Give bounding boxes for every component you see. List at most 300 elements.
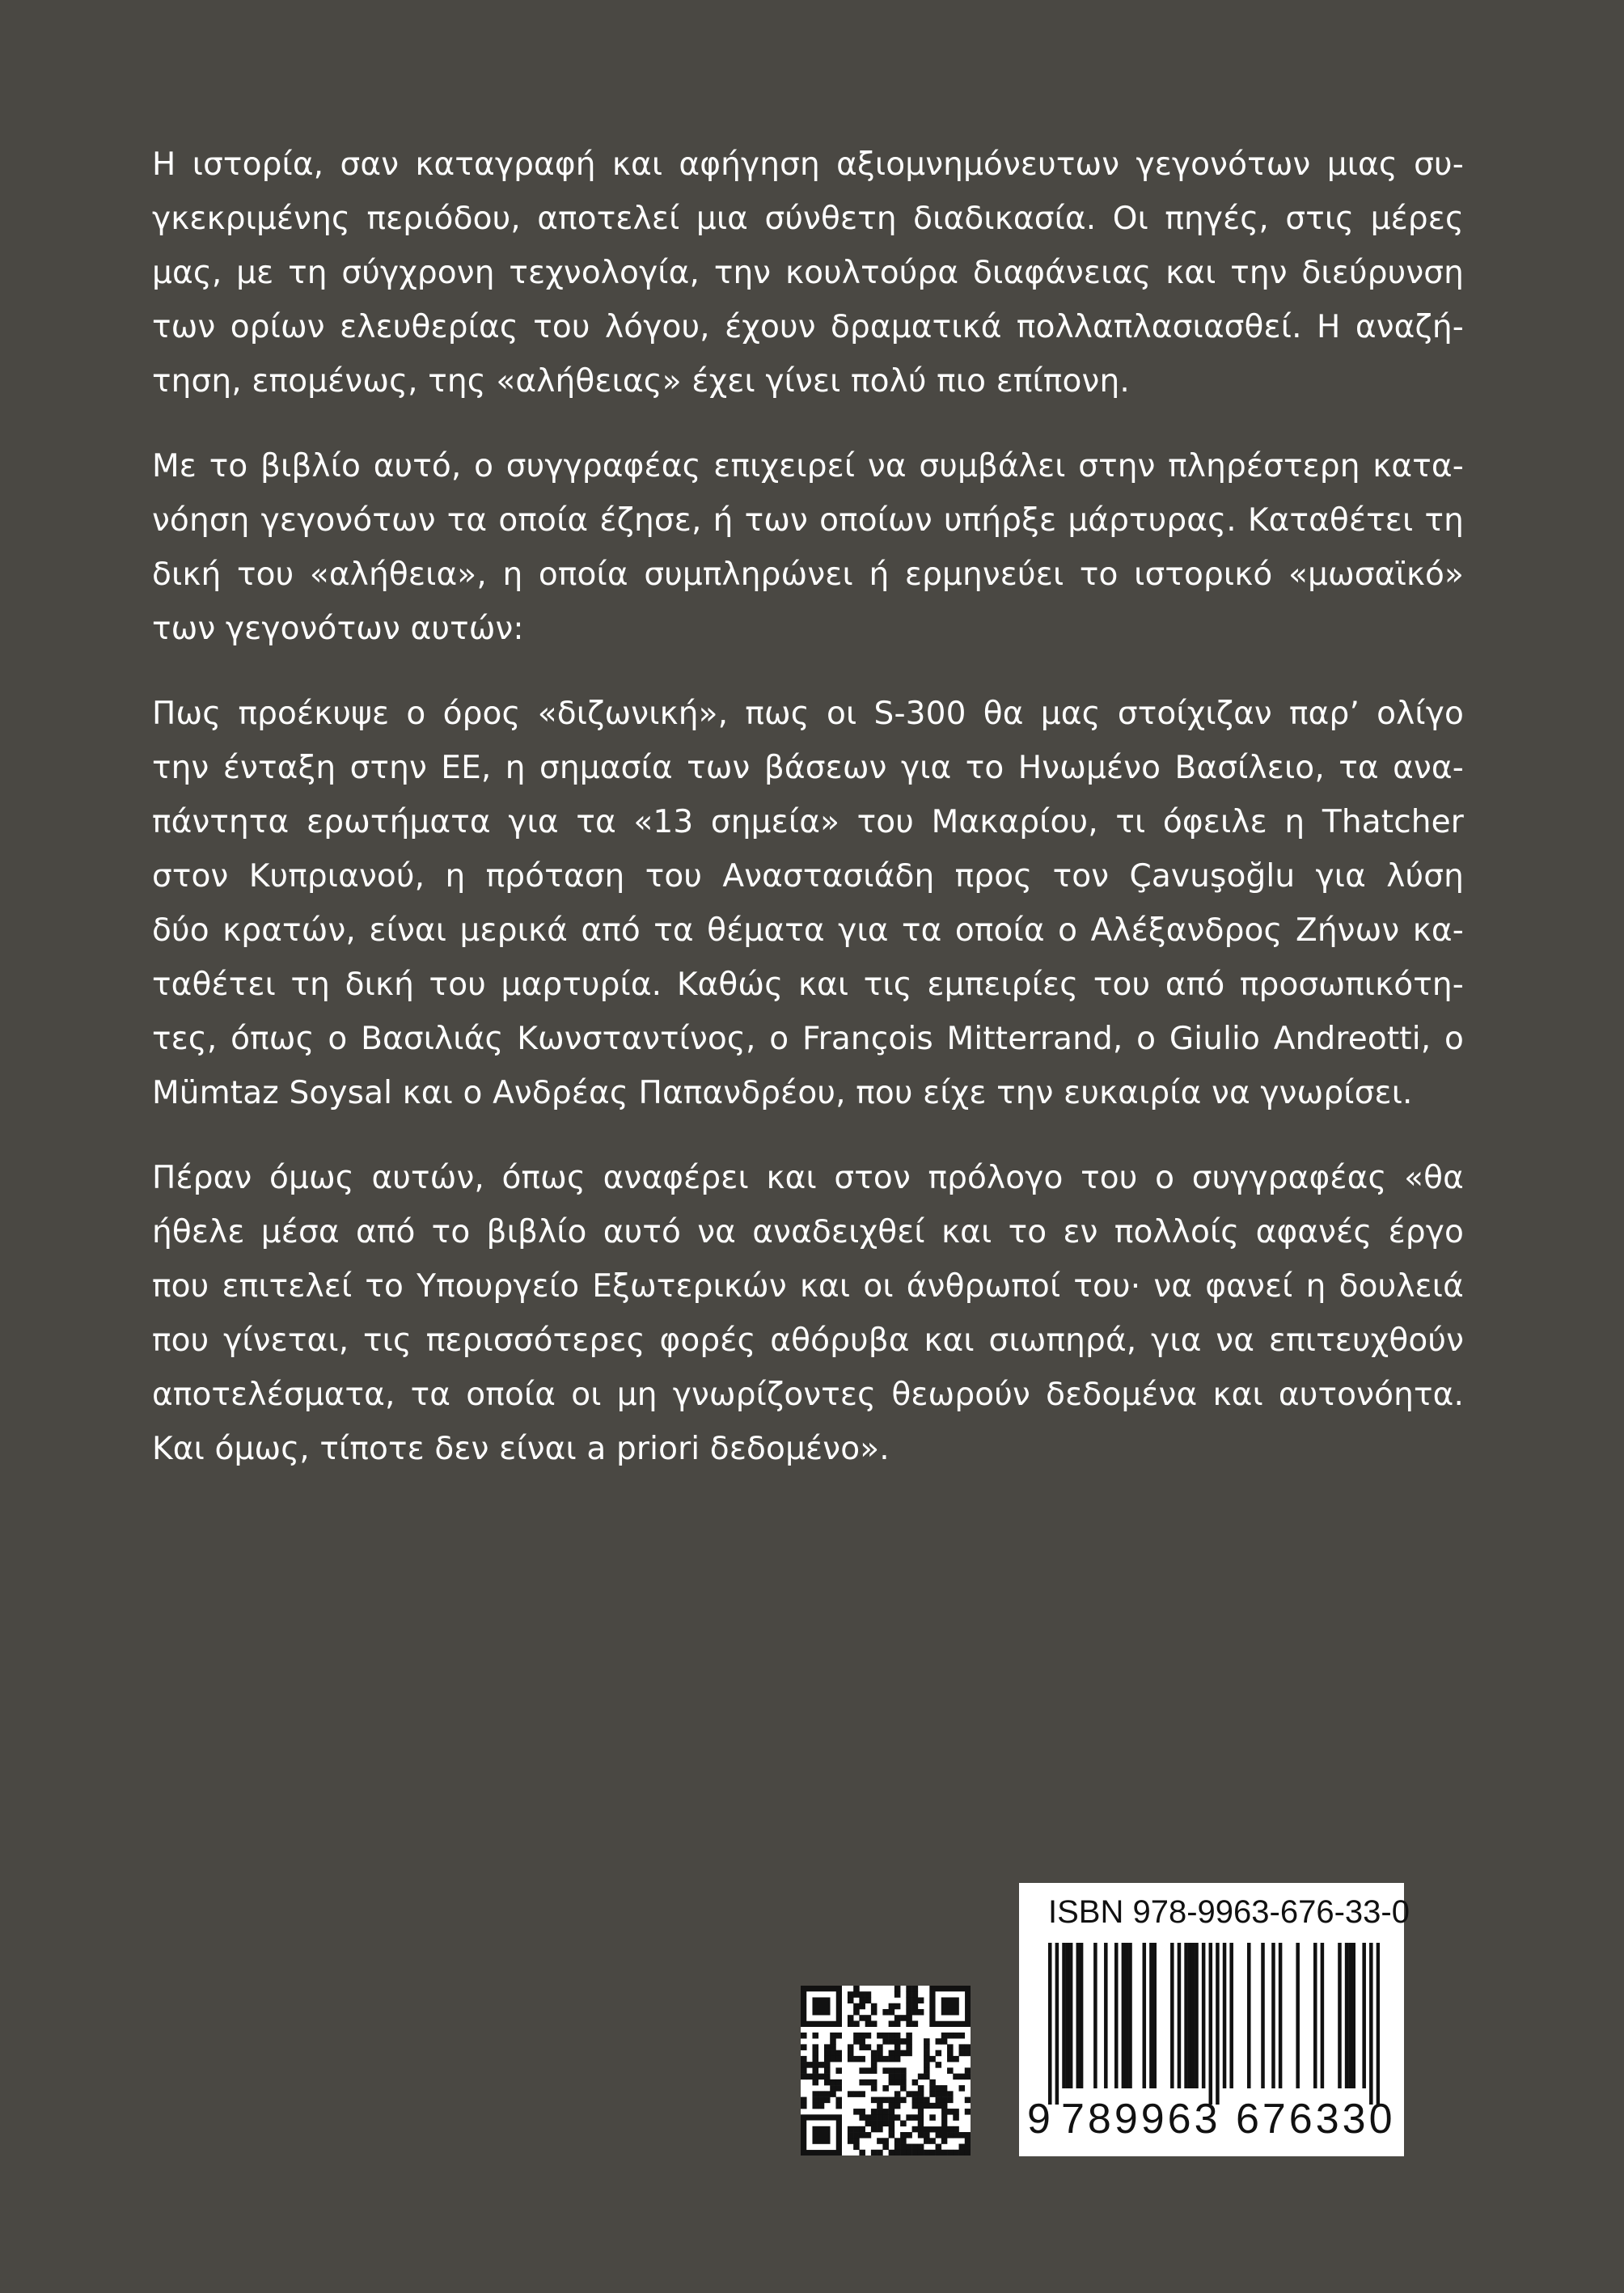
text-line: που επιτελεί το Υπουργείο Εξωτερικών και οι άνθρωποί του· να φανεί η δουλειά xyxy=(152,1268,1464,1305)
blurb-text xyxy=(152,137,1464,1507)
text-line: ταθέτει τη δική του μαρτυρία. Καθώς και τις εμπειρίες του από προσωπικότη- xyxy=(152,967,1464,1003)
qr-module xyxy=(965,2132,971,2139)
qr-module xyxy=(900,2138,907,2144)
qr-module xyxy=(894,2138,901,2144)
qr-module xyxy=(853,2033,860,2039)
paragraph xyxy=(152,687,1464,1120)
qr-module xyxy=(929,2138,936,2144)
qr-module xyxy=(865,2044,872,2050)
qr-module xyxy=(900,2144,907,2151)
qr-module xyxy=(912,2020,919,2027)
barcode-bar xyxy=(1348,1943,1352,2088)
qr-module xyxy=(801,2056,807,2062)
qr-module xyxy=(859,2109,865,2115)
qr-module xyxy=(894,2044,901,2050)
qr-module xyxy=(953,2150,959,2156)
qr-module xyxy=(853,2138,860,2144)
qr-module xyxy=(830,2044,836,2050)
barcode-bar xyxy=(1048,1943,1052,2105)
qr-module xyxy=(871,2079,878,2086)
qr-module xyxy=(882,2121,889,2127)
isbn-label: ISBN 978-9963-676-33-0 xyxy=(1048,1894,1410,1930)
qr-module xyxy=(894,2150,901,2156)
qr-module xyxy=(965,2097,971,2104)
barcode-bar xyxy=(1066,1943,1070,2088)
qr-module xyxy=(959,2074,966,2080)
qr-module xyxy=(959,2085,966,2092)
qr-module xyxy=(812,2056,818,2062)
qr-module xyxy=(906,2132,912,2139)
text-line: Πέραν όμως αυτών, όπως αναφέρει και στον πρόλογο του ο συγγραφέας «θα xyxy=(152,1160,1464,1196)
text-line: μας, με τη σύγχρονη τεχνολογία, την κουλτούρα διαφάνειας και την διεύρυνση xyxy=(152,255,1464,291)
qr-module xyxy=(853,2020,860,2027)
qr-module xyxy=(894,2038,901,2045)
qr-module xyxy=(906,2009,912,2016)
qr-module xyxy=(830,2056,836,2062)
qr-module xyxy=(894,2097,901,2104)
qr-module xyxy=(835,2067,842,2074)
qr-module xyxy=(889,2056,895,2062)
qr-module xyxy=(959,2033,966,2039)
ean-first-digit: 9 xyxy=(1027,2096,1051,2143)
qr-module xyxy=(965,2144,971,2151)
qr-module xyxy=(965,2138,971,2144)
qr-module xyxy=(894,2103,901,2109)
qr-module xyxy=(865,2132,872,2139)
qr-module xyxy=(889,2067,895,2074)
text-line: Και όμως, τίποτε δεν είναι a priori δεδομένο». xyxy=(152,1431,890,1467)
qr-module xyxy=(894,2015,901,2021)
qr-module xyxy=(889,2003,895,2010)
qr-module xyxy=(924,2038,930,2045)
qr-module xyxy=(877,2121,883,2127)
text-line: Πως προέκυψε ο όρος «διζωνική», πως οι S-300 θα μας στοίχιζαν παρ’ ολίγο xyxy=(152,696,1464,732)
barcode-bar xyxy=(1223,1943,1227,2088)
qr-module xyxy=(912,2103,919,2109)
qr-module xyxy=(865,1991,872,1998)
qr-module xyxy=(877,2109,883,2115)
qr-module xyxy=(894,1986,901,1992)
qr-module xyxy=(941,2038,948,2045)
qr-module xyxy=(924,2074,930,2080)
qr-module xyxy=(877,2138,883,2144)
qr-module xyxy=(947,2150,954,2156)
qr-module xyxy=(848,2126,854,2133)
qr-module xyxy=(806,2062,813,2068)
qr-module xyxy=(894,1991,901,1998)
qr-module xyxy=(835,2079,842,2086)
qr-module xyxy=(871,2085,878,2092)
barcode-bar xyxy=(1188,1943,1192,2088)
qr-code xyxy=(801,1986,971,2156)
qr-module xyxy=(877,2150,883,2156)
qr-module xyxy=(941,1997,959,2015)
qr-module xyxy=(882,2033,889,2039)
qr-module xyxy=(906,2038,912,2045)
qr-module xyxy=(853,2056,860,2062)
qr-module xyxy=(801,2062,807,2068)
qr-module xyxy=(824,2044,831,2050)
qr-module xyxy=(871,2097,878,2104)
text-line: δύο κρατών, είναι μερικά από τα θέματα για τα οποία ο Αλέξανδρος Ζήνων κα- xyxy=(152,912,1464,949)
text-line: αποτελέσματα, τα οποία οι μη γνωρίζοντες θεωρούν δεδομένα και αυτονόητα. xyxy=(152,1377,1464,1413)
qr-module xyxy=(965,2067,971,2074)
qr-module xyxy=(900,2074,907,2080)
barcode-bar xyxy=(1271,1943,1275,2088)
qr-module xyxy=(853,2126,860,2133)
barcode-bar xyxy=(1247,1943,1251,2088)
qr-module xyxy=(835,2085,842,2092)
qr-module xyxy=(918,2144,924,2151)
qr-module xyxy=(947,2132,954,2139)
qr-module xyxy=(859,2150,865,2156)
qr-module xyxy=(941,2091,948,2097)
qr-module xyxy=(889,2038,895,2045)
qr-module xyxy=(894,2020,901,2027)
barcode-bar xyxy=(1122,1943,1126,2088)
qr-module xyxy=(871,2121,878,2127)
qr-module xyxy=(882,2038,889,2045)
qr-module xyxy=(859,2003,865,2010)
qr-module xyxy=(865,2114,872,2121)
qr-module xyxy=(871,2009,878,2016)
text-line: τηση, επομένως, της «αλήθειας» έχει γίνει πολύ πιο επίπονη. xyxy=(152,363,1130,400)
qr-module xyxy=(830,2079,836,2086)
qr-module xyxy=(900,2079,907,2086)
qr-module xyxy=(953,2074,959,2080)
qr-module xyxy=(900,2132,907,2139)
qr-module xyxy=(936,2132,942,2139)
text-line: που γίνεται, τις περισσότερες φορές αθόρυβα και σιωπηρά, για να επιτευχθούν xyxy=(152,1322,1464,1359)
qr-module xyxy=(900,2097,907,2104)
qr-module xyxy=(889,2050,895,2057)
qr-module xyxy=(936,2062,942,2068)
qr-module xyxy=(812,2126,830,2144)
qr-module xyxy=(824,2050,831,2057)
qr-module xyxy=(830,2050,836,2057)
text-line: την ένταξη στην ΕΕ, η σημασία των βάσεων για το Ηνωμένο Βασίλειο, τα ανα- xyxy=(152,750,1464,786)
qr-module xyxy=(818,2103,825,2109)
barcode-bar xyxy=(1369,1943,1373,2105)
qr-module xyxy=(906,2044,912,2050)
text-line: Mümtaz Soysal και ο Ανδρέας Παπανδρέου, που είχε την ευκαιρία να γνωρίσει. xyxy=(152,1075,1413,1111)
qr-module xyxy=(818,2062,825,2068)
qr-module xyxy=(818,2097,825,2104)
qr-module xyxy=(848,2050,854,2057)
barcode-bar xyxy=(1351,1943,1355,2088)
qr-module xyxy=(801,2044,807,2050)
qr-module xyxy=(936,2038,942,2045)
qr-module xyxy=(965,2109,971,2115)
qr-module xyxy=(965,2050,971,2057)
barcode-bar xyxy=(1296,1943,1300,2088)
qr-module xyxy=(889,2097,895,2104)
paragraph xyxy=(152,137,1464,408)
qr-module xyxy=(848,2138,854,2144)
qr-module xyxy=(947,2033,954,2039)
qr-module xyxy=(894,2050,901,2057)
qr-module xyxy=(889,2132,895,2139)
text-line: Η ιστορία, σαν καταγραφή και αφήγηση αξιομνημόνευτων γεγονότων μιας συ- xyxy=(152,146,1464,183)
text-line: Με το βιβλίο αυτό, ο συγγραφέας επιχειρεί να συμβάλει στην πληρέστερη κατα- xyxy=(152,448,1464,484)
qr-module xyxy=(859,1997,865,2003)
qr-module xyxy=(906,2003,912,2010)
barcode-bar xyxy=(1143,1943,1147,2088)
qr-module xyxy=(835,2103,842,2109)
qr-module xyxy=(918,2009,924,2016)
qr-module xyxy=(889,2009,895,2016)
isbn-barcode xyxy=(1019,1883,1410,2156)
barcode-bar xyxy=(1152,1943,1157,2088)
qr-module xyxy=(871,2126,878,2133)
qr-module xyxy=(889,2020,895,2027)
qr-module xyxy=(900,2121,907,2127)
qr-module xyxy=(824,2074,831,2080)
qr-module xyxy=(877,2103,883,2109)
qr-module xyxy=(906,1997,912,2003)
qr-module xyxy=(853,2132,860,2139)
qr-module xyxy=(859,2015,865,2021)
qr-module xyxy=(812,2062,818,2068)
qr-module xyxy=(947,2056,954,2062)
qr-module xyxy=(918,2150,924,2156)
qr-module xyxy=(912,2097,919,2104)
barcode-bar xyxy=(1184,1943,1188,2088)
ean-remaining-digits: 789963 676330 xyxy=(1061,2096,1396,2143)
qr-module xyxy=(865,2015,872,2021)
qr-module xyxy=(818,2074,825,2080)
qr-module xyxy=(889,2074,895,2080)
qr-module xyxy=(859,2056,865,2062)
barcode-bar xyxy=(1069,1943,1073,2088)
qr-module xyxy=(877,2097,883,2104)
qr-module xyxy=(877,2044,883,2050)
qr-module xyxy=(924,2150,930,2156)
qr-module xyxy=(912,2150,919,2156)
qr-module xyxy=(959,2044,966,2050)
qr-module xyxy=(830,2085,836,2092)
qr-module xyxy=(924,2132,930,2139)
qr-module xyxy=(812,2074,818,2080)
qr-module xyxy=(853,2109,860,2115)
qr-module xyxy=(965,2044,971,2050)
qr-module xyxy=(906,2114,912,2121)
qr-module xyxy=(918,2091,924,2097)
qr-module xyxy=(889,2121,895,2127)
barcode-bar xyxy=(1080,1943,1084,2088)
qr-module xyxy=(882,2009,889,2016)
qr-module xyxy=(929,2150,936,2156)
qr-module xyxy=(801,2067,807,2074)
qr-module xyxy=(906,2015,912,2021)
qr-module xyxy=(853,2091,860,2097)
qr-module xyxy=(894,2144,901,2151)
barcode-bar xyxy=(1261,1943,1265,2088)
qr-module xyxy=(835,2033,842,2039)
qr-module xyxy=(959,2050,966,2057)
qr-module xyxy=(953,2132,959,2139)
text-line: πάντητα ερωτήματα για τα «13 σημεία» του Μακαρίου, τι όφειλε η Thatcher xyxy=(152,804,1464,840)
qr-module xyxy=(894,2091,901,2097)
qr-module xyxy=(953,2114,959,2121)
qr-module xyxy=(929,2091,936,2097)
qr-module xyxy=(889,2079,895,2086)
barcode-bars xyxy=(1048,1943,1380,2105)
qr-module xyxy=(835,2056,842,2062)
qr-module xyxy=(936,2150,942,2156)
qr-module xyxy=(894,2056,901,2062)
qr-module xyxy=(812,2097,818,2104)
qr-module xyxy=(859,2091,865,2097)
qr-module xyxy=(936,2097,942,2104)
qr-module xyxy=(912,1991,919,1998)
qr-module xyxy=(936,2085,942,2092)
qr-module xyxy=(889,2126,895,2133)
qr-module xyxy=(912,2144,919,2151)
qr-module xyxy=(941,2138,948,2144)
text-line: νόηση γεγονότων τα οποία έζησε, ή των οποίων υπήρξε μάρτυρας. Καταθέτει τη xyxy=(152,502,1464,539)
qr-module xyxy=(801,2074,807,2080)
qr-module xyxy=(918,2097,924,2104)
qr-module xyxy=(859,1991,865,1998)
text-line: ήθελε μέσα από το βιβλίο αυτό να αναδειχθεί και το εν πολλοίς αφανές έργο xyxy=(152,1214,1464,1250)
qr-module xyxy=(818,2091,825,2097)
qr-module xyxy=(947,2109,954,2115)
qr-module xyxy=(924,2138,930,2144)
qr-module xyxy=(859,2132,865,2139)
barcode-bar xyxy=(1377,1943,1380,2105)
barcode-bar xyxy=(1125,1943,1129,2088)
qr-module xyxy=(929,2114,936,2121)
qr-module xyxy=(912,2079,919,2086)
qr-module xyxy=(877,2114,883,2121)
qr-module xyxy=(812,2050,818,2057)
qr-module xyxy=(912,2126,919,2133)
text-line: δική του «αλήθεια», η οποία συμπληρώνει ή ερμηνεύει το ιστορικό «μωσαϊκό» xyxy=(152,556,1464,593)
barcode-bar xyxy=(1191,1943,1195,2088)
qr-module xyxy=(871,2067,878,2074)
qr-module xyxy=(882,2144,889,2151)
qr-module xyxy=(882,2085,889,2092)
qr-module xyxy=(941,2097,948,2104)
qr-module xyxy=(906,2020,912,2027)
qr-module xyxy=(801,2103,807,2109)
barcode-bar xyxy=(1062,1943,1066,2088)
qr-module xyxy=(947,2067,954,2074)
qr-module xyxy=(871,2050,878,2057)
qr-module xyxy=(889,2150,895,2156)
qr-module xyxy=(848,2020,854,2027)
text-line: τες, όπως ο Βασιλιάς Κωνσταντίνος, ο François Mitterrand, ο Giulio Andreotti, ο xyxy=(152,1021,1464,1057)
qr-module xyxy=(877,2033,883,2039)
qr-module xyxy=(859,2033,865,2039)
qr-module xyxy=(853,2009,860,2016)
qr-module xyxy=(929,2056,936,2062)
qr-module xyxy=(889,2109,895,2115)
barcode-bar xyxy=(1128,1943,1132,2088)
barcode-bar xyxy=(1170,1943,1174,2088)
barcode-bar xyxy=(1321,1943,1325,2088)
qr-module xyxy=(877,2056,883,2062)
qr-module xyxy=(918,1997,924,2003)
qr-module xyxy=(941,2085,948,2092)
qr-module xyxy=(871,2114,878,2121)
qr-module xyxy=(965,2150,971,2156)
qr-module xyxy=(824,2097,831,2104)
qr-module xyxy=(859,2114,865,2121)
qr-module xyxy=(929,2079,936,2086)
qr-module xyxy=(947,2050,954,2057)
qr-module xyxy=(900,2150,907,2156)
qr-module xyxy=(859,2067,865,2074)
qr-module xyxy=(912,2091,919,2097)
qr-code-graphic xyxy=(801,1986,971,2156)
qr-module xyxy=(953,2056,959,2062)
qr-module xyxy=(924,2097,930,2104)
qr-module xyxy=(906,2050,912,2057)
qr-module xyxy=(924,2056,930,2062)
qr-module xyxy=(918,2085,924,2092)
qr-module xyxy=(882,2067,889,2074)
qr-module xyxy=(929,2085,936,2092)
qr-module xyxy=(801,2033,807,2039)
barcode-bar xyxy=(1093,1943,1097,2088)
qr-module xyxy=(871,2062,878,2068)
qr-module xyxy=(889,2114,895,2121)
qr-module xyxy=(882,2097,889,2104)
qr-module xyxy=(912,2009,919,2016)
qr-module xyxy=(812,2033,818,2039)
qr-module xyxy=(941,2033,948,2039)
qr-module xyxy=(830,2038,836,2045)
qr-module xyxy=(812,2103,818,2109)
qr-module xyxy=(889,2033,895,2039)
qr-module xyxy=(859,2044,865,2050)
qr-module xyxy=(959,2144,966,2151)
qr-module xyxy=(900,2050,907,2057)
qr-module xyxy=(801,2097,807,2104)
qr-module xyxy=(871,2020,878,2027)
qr-module xyxy=(894,2074,901,2080)
qr-module xyxy=(812,2079,818,2086)
qr-module xyxy=(848,2056,854,2062)
qr-module xyxy=(835,2050,842,2057)
qr-module xyxy=(965,2074,971,2080)
qr-module xyxy=(894,2067,901,2074)
qr-module xyxy=(853,2144,860,2151)
qr-module xyxy=(894,2114,901,2121)
qr-module xyxy=(918,2132,924,2139)
qr-module xyxy=(853,1986,860,1992)
text-line: γκεκριμένης περιόδου, αποτελεί μια σύνθετη διαδικασία. Οι πηγές, στις μέρες xyxy=(152,201,1464,237)
barcode-bar xyxy=(1209,1943,1213,2105)
qr-module xyxy=(859,2126,865,2133)
barcode-bar xyxy=(1345,1943,1349,2088)
barcode-bar xyxy=(1076,1943,1081,2088)
qr-module xyxy=(906,2091,912,2097)
qr-module xyxy=(924,2067,930,2074)
qr-module xyxy=(947,2097,954,2104)
qr-module xyxy=(871,2109,878,2115)
qr-module xyxy=(830,2033,836,2039)
qr-module xyxy=(865,2079,872,2086)
barcode-bar xyxy=(1362,1943,1366,2088)
qr-module xyxy=(865,2067,872,2074)
qr-module xyxy=(936,2144,942,2151)
qr-module xyxy=(812,2091,818,2097)
qr-module xyxy=(824,2062,831,2068)
qr-module xyxy=(853,1991,860,1998)
